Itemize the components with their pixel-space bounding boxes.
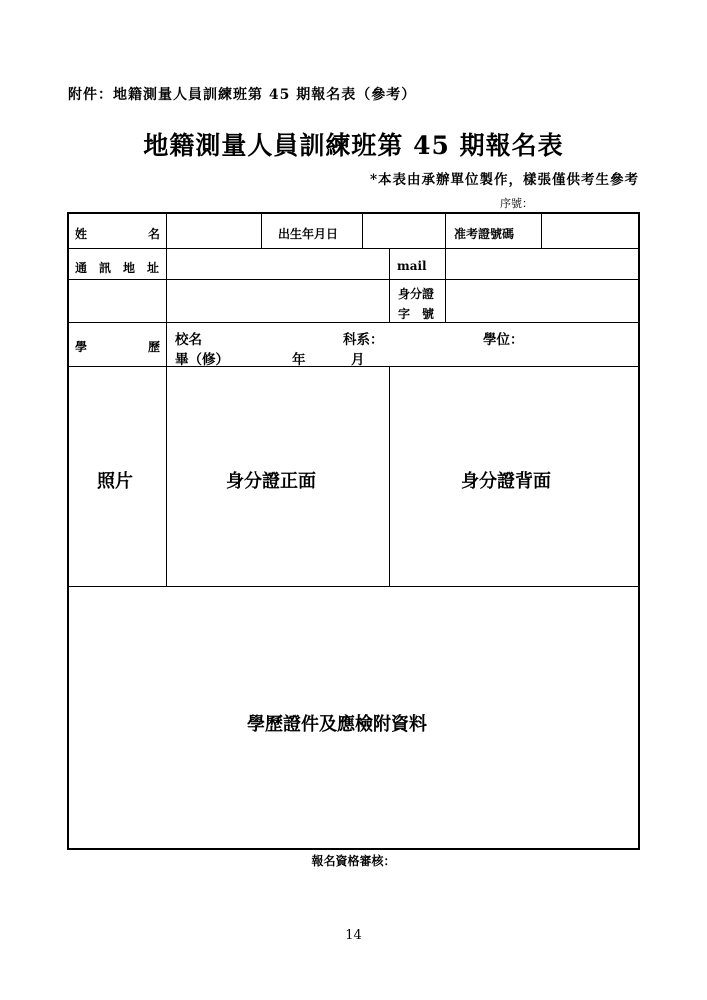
column-divider (261, 214, 262, 248)
degree-label: 學位： (483, 332, 524, 348)
birth-date-label: 出生年月日 (278, 227, 339, 241)
page-number: 14 (345, 928, 362, 943)
id-card-front-label: 身分證正面 (226, 471, 316, 492)
school-name-label: 校名 (175, 332, 202, 348)
row-divider (69, 586, 640, 587)
graduation-label: 畢（修） (175, 352, 229, 368)
row-divider (69, 279, 640, 280)
column-divider (389, 366, 390, 586)
department-label: 科系： (343, 332, 384, 348)
documents-area-label: 學歷證件及應檢附資料 (247, 714, 427, 735)
address-label: 通 訊 地 址 (75, 261, 160, 275)
name-label-last-char: 名 (148, 227, 161, 241)
column-divider (166, 214, 167, 586)
row-divider (69, 322, 640, 323)
photo-label: 照片 (97, 471, 133, 492)
column-divider (445, 214, 446, 248)
id-number-label-line1: 身分證 (398, 287, 435, 301)
column-divider (362, 214, 363, 248)
name-label-first-char: 姓 (75, 227, 88, 241)
id-card-back-label: 身分證背面 (461, 471, 551, 492)
row-divider (69, 248, 640, 249)
mail-label: mail (397, 259, 427, 273)
id-number-label-line2: 字 號 (398, 307, 435, 321)
eligibility-review-label: 報名資格審核： (311, 854, 396, 868)
graduation-month-label: 月 (351, 352, 365, 368)
column-divider (389, 248, 390, 322)
education-label-first-char: 學 (75, 340, 88, 354)
column-divider (445, 248, 446, 322)
graduation-year-label: 年 (292, 352, 306, 368)
column-divider (541, 214, 542, 248)
serial-number-label: 序號： (500, 197, 533, 210)
registration-form-table (67, 212, 640, 850)
attachment-line: 附件：地籍測量人員訓練班第 45 期報名表（參考） (68, 87, 417, 103)
exam-number-label: 准考證號碼 (454, 227, 515, 241)
sample-note: *本表由承辦單位製作，樣張僅供考生參考 (369, 172, 639, 188)
education-label-last-char: 歷 (148, 340, 161, 354)
form-title: 地籍測量人員訓練班第 45 期報名表 (143, 131, 564, 160)
